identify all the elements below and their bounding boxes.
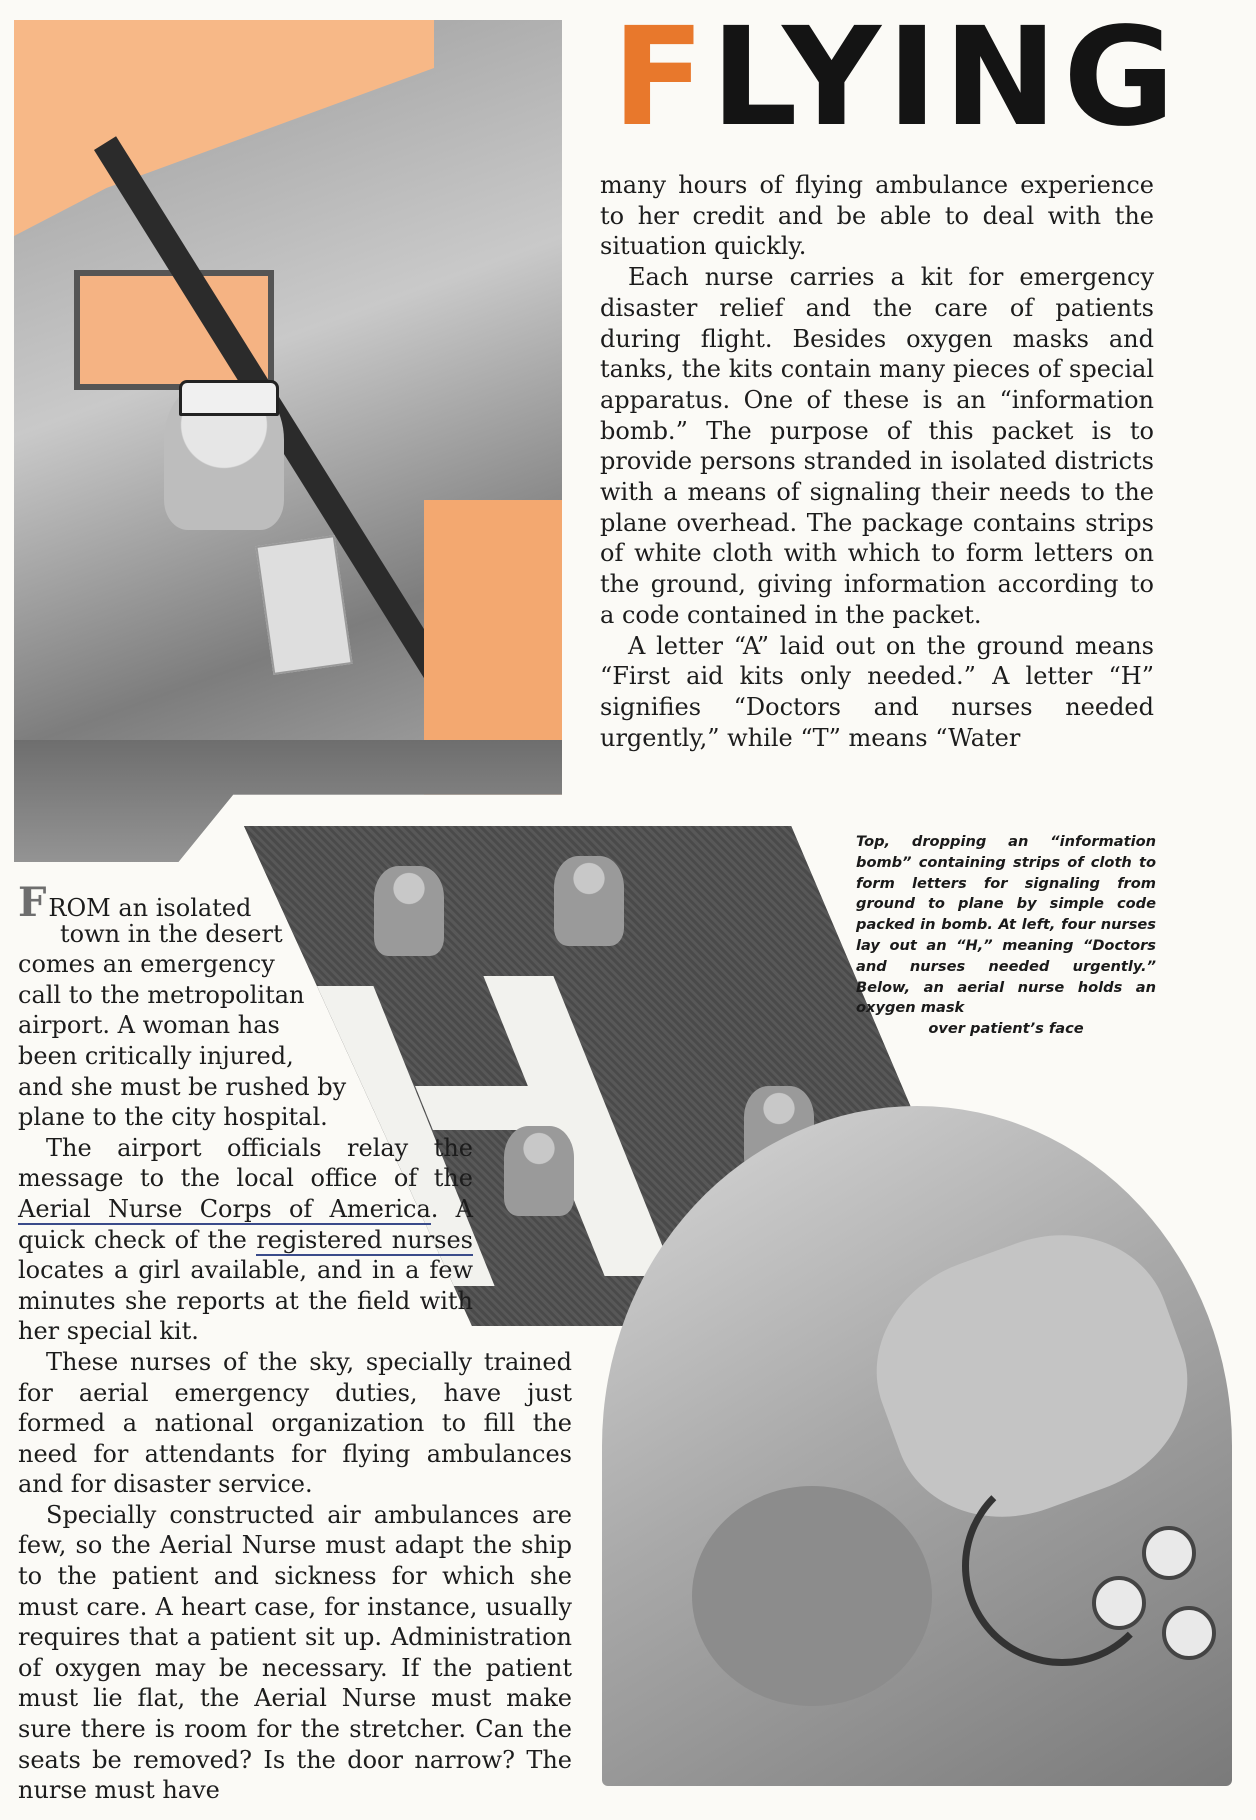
right-paragraph-1: many hours of flying ambulance experience to her credit and be able to deal with the situation quickly. [600, 171, 1154, 261]
left-paragraph-3: These nurses of the sky, specially trained for aerial emergency duties, have just formed a national organization to fill the need for attendants for flying ambulances and for disaster service. [18, 1347, 572, 1499]
gauge-icon [1142, 1526, 1196, 1580]
title-first-letter: F [612, 0, 711, 157]
gauge-icon [1162, 1606, 1216, 1660]
opening-line: comes an emergency [18, 950, 275, 979]
opening-line: plane to the city hospital. [18, 1103, 328, 1132]
opening-line: been critically injured, [18, 1041, 294, 1070]
page-title [612, 0, 1181, 157]
left-paragraph-4: Specially constructed air ambulances are few, so the Aerial Nurse must adapt the ship to the patient and sickness for which she must care. A heart case, for instance, usually requires that a patient sit up. Administration of oxygen may be necessary. If the patient must lie flat, the Aerial Nurse must make sure there is room for the stretcher. Can the seats be removed? Is the door narrow? The nurse must have [18, 1500, 572, 1805]
right-column-text [600, 170, 1154, 753]
right-paragraph-2: Each nurse carries a kit for emergency disaster relief and the care of patients during flight. Besides oxygen masks and tanks, the kits contain many pieces of special apparatus. One of these is an “information bomb.” The purpose of this packet is to provide persons stranded in isolated districts with a means of signaling their needs to the plane overhead. The package contains strips of white cloth with which to form letters on the ground, giving information according to a code contained in the packet. [600, 263, 1154, 629]
opening-line: town in the desert [60, 919, 283, 948]
registered-nurses: registered nurses [256, 1225, 473, 1254]
information-bomb-packet [255, 535, 352, 675]
photo-oxygen-mask [602, 1106, 1232, 1786]
drop-cap: F [18, 879, 47, 926]
left-column-text [18, 879, 572, 1806]
right-paragraph-3: A letter “A” laid out on the ground means “First aid kits only needed.” A letter “H” signifies “Doctors and nurses needed urgently,” while “T” means “Water [600, 631, 1154, 752]
caption-text: Top, dropping an “information bomb” containing strips of cloth to form letters for signaling from ground to plane by simple code packed in bomb. At left, four nurses lay out an “H,” meaning “Doctors and nurses needed urgently.” Below, an aerial nurse holds an oxygen mask [856, 833, 1156, 1017]
opening-line: call to the metropolitan [18, 980, 305, 1009]
photo-caption [856, 832, 1156, 1040]
left-paragraph-2: The airport officials relay the message to the local office of the Aerial Nurse Corps of America. A quick check of the registered nurses locates a girl available, and in a few minutes she reports at the field with her special kit. [18, 1133, 473, 1346]
opening-line: airport. A woman has [18, 1011, 280, 1040]
photo-information-bomb [14, 20, 562, 862]
oxygen-hose [962, 1466, 1162, 1666]
caption-last-line: over patient’s face [928, 1020, 1084, 1038]
opening-line: and she must be rushed by [18, 1072, 347, 1101]
title-rest: LYING [710, 0, 1181, 157]
opening-line: ROM an isolated [48, 894, 252, 922]
nurse-cap [179, 380, 279, 416]
org-name: Aerial Nurse Corps of America [18, 1194, 431, 1223]
gauge-icon [1092, 1576, 1146, 1630]
patient-face [692, 1486, 932, 1706]
